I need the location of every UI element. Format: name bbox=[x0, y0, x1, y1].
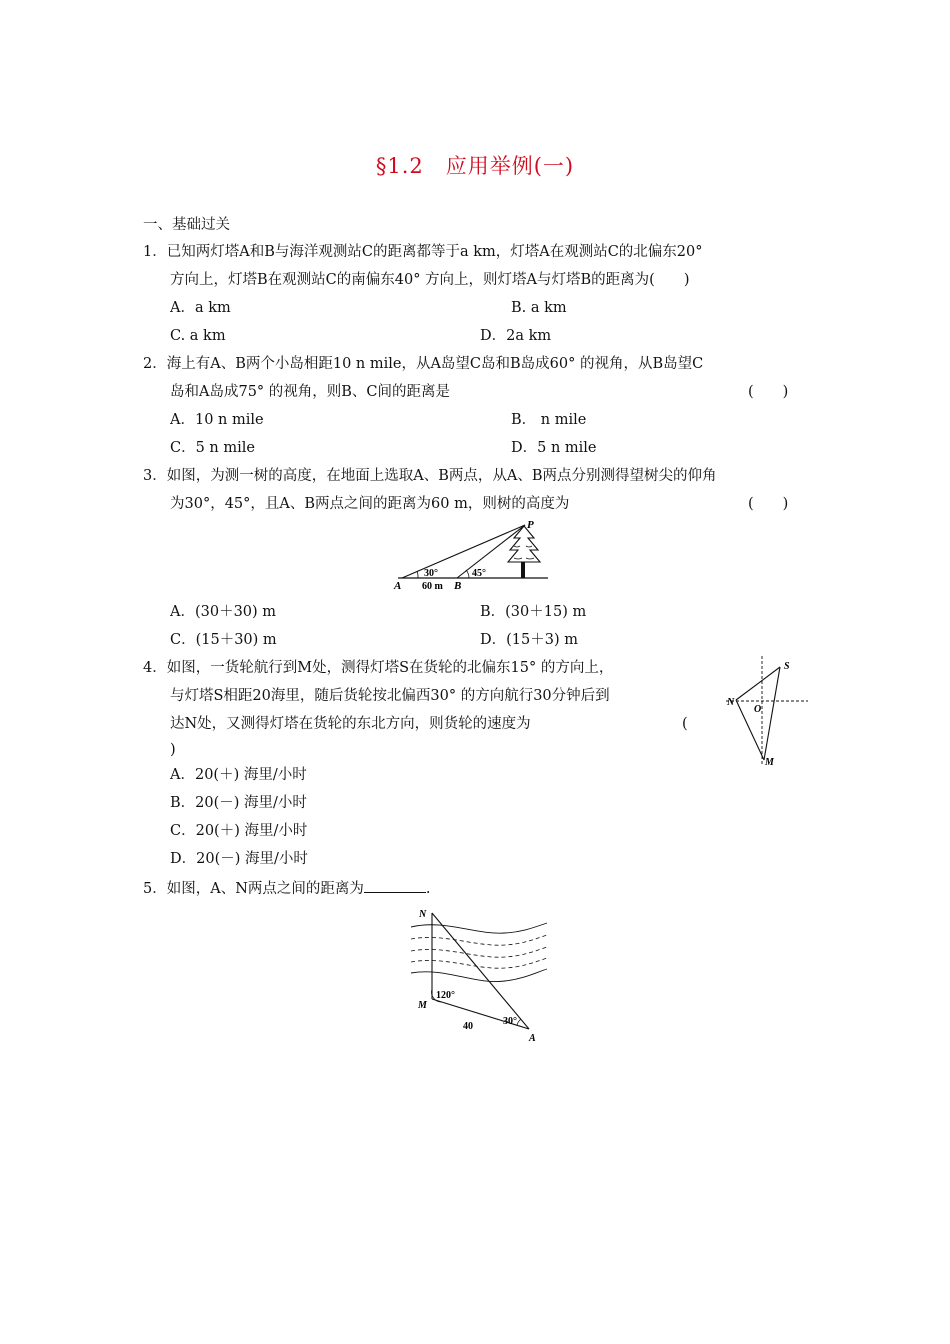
q4-option-c: C．20(＋) 海里/小时 bbox=[170, 823, 308, 839]
q3-tree-figure bbox=[390, 516, 550, 596]
q2-option-d: D．5 n mile bbox=[511, 440, 597, 456]
q4-line-ns bbox=[736, 667, 780, 700]
q4-option-d: D．20(－) 海里/小时 bbox=[170, 851, 308, 867]
q3-option-d: D．(15＋3) m bbox=[480, 632, 578, 648]
q1-option-d: D．2a km bbox=[480, 328, 552, 344]
q5-line-na bbox=[432, 913, 529, 1029]
q5-angle-120: 120° bbox=[436, 990, 455, 1001]
q4-bearing-figure bbox=[722, 654, 812, 770]
q4-paren-open: ( bbox=[682, 716, 688, 732]
q2-option-a: A．10 n mile bbox=[170, 412, 264, 428]
page-title: §1.2 应用举例(一) bbox=[375, 154, 575, 178]
q4-line2: 与灯塔S相距20海里，随后货轮按北偏西30° 的方向航行30分钟后到 bbox=[170, 688, 610, 704]
q4-label-s: S bbox=[784, 661, 790, 672]
q4-line1: 4．如图，一货轮航行到M处，测得灯塔S在货轮的北偏东15° 的方向上， bbox=[143, 660, 614, 676]
q4-line3: 达N处，又测得灯塔在货轮的东北方向，则货轮的速度为 bbox=[170, 716, 531, 732]
q5-answer-blank bbox=[364, 878, 426, 893]
q5-angle-30: 30° bbox=[503, 1016, 517, 1027]
q3-distance: 60 m bbox=[422, 581, 443, 592]
q4-label-m: M bbox=[765, 757, 774, 768]
q4-label-o: O bbox=[754, 704, 762, 715]
q3-line-ap bbox=[402, 525, 525, 578]
q5-label-n: N bbox=[419, 909, 427, 920]
q3-option-b: B．(30＋15) m bbox=[480, 604, 587, 620]
q5-question bbox=[143, 878, 431, 898]
q3-line1: 3．如图，为测一树的高度，在地面上选取A、B两点，从A、B两点分别测得望树尖的仰角 bbox=[143, 468, 717, 484]
tree-icon bbox=[508, 526, 540, 578]
q3-option-c: C．(15＋30) m bbox=[170, 632, 277, 648]
section-heading: 一、基础过关 bbox=[143, 217, 230, 233]
q2-option-b: B． n mile bbox=[511, 412, 587, 428]
q1-option-b: B. a km bbox=[511, 300, 567, 316]
q5-label-m: M bbox=[418, 1000, 427, 1011]
q5-river-banks bbox=[411, 923, 547, 982]
q5-text: 5．如图，A、N两点之间的距离为 bbox=[143, 881, 364, 897]
q3-angle-30: 30° bbox=[424, 568, 438, 579]
q3-label-p: P bbox=[527, 519, 534, 531]
q3-angle-45: 45° bbox=[472, 568, 486, 579]
q5-river-figure bbox=[405, 905, 555, 1045]
q1-line1: 1．已知两灯塔A和B与海洋观测站C的距离都等于a km，灯塔A在观测站C的北偏东20° bbox=[143, 244, 703, 260]
q3-option-a: A．(30＋30) m bbox=[170, 604, 277, 620]
q2-answer-paren: ( ) bbox=[748, 384, 789, 400]
q1-option-c: C. a km bbox=[170, 328, 226, 344]
q4-label-n: N bbox=[727, 697, 735, 708]
q4-line-sm bbox=[764, 667, 780, 760]
q2-line2: 岛和A岛成75° 的视角，则B、C间的距离是 bbox=[170, 384, 451, 400]
q2-option-c: C．5 n mile bbox=[170, 440, 255, 456]
q5-distance: 40 bbox=[463, 1021, 473, 1032]
q1-option-a: A．a km bbox=[170, 300, 231, 316]
q5-end: . bbox=[425, 881, 431, 897]
q5-label-a: A bbox=[529, 1033, 536, 1044]
q2-line1: 2．海上有A、B两个小岛相距10 n mile，从A岛望C岛和B岛成60° 的视角，从B岛望C bbox=[143, 356, 704, 372]
q4-option-b: B．20(－) 海里/小时 bbox=[170, 795, 307, 811]
q4-option-a: A．20(＋) 海里/小时 bbox=[170, 767, 307, 783]
q3-label-b: B bbox=[454, 580, 462, 592]
q5-river-dashes bbox=[411, 935, 547, 968]
q1-line2: 方向上，灯塔B在观测站C的南偏东40° 方向上，则灯塔A与灯塔B的距离为( ) bbox=[170, 272, 690, 288]
q3-line-bp bbox=[457, 525, 525, 578]
q3-line2: 为30°，45°，且A、B两点之间的距离为60 m，则树的高度为 bbox=[170, 496, 570, 512]
q4-paren-close: ) bbox=[170, 742, 176, 758]
q3-label-a: A bbox=[394, 580, 402, 592]
q3-answer-paren: ( ) bbox=[748, 496, 789, 512]
